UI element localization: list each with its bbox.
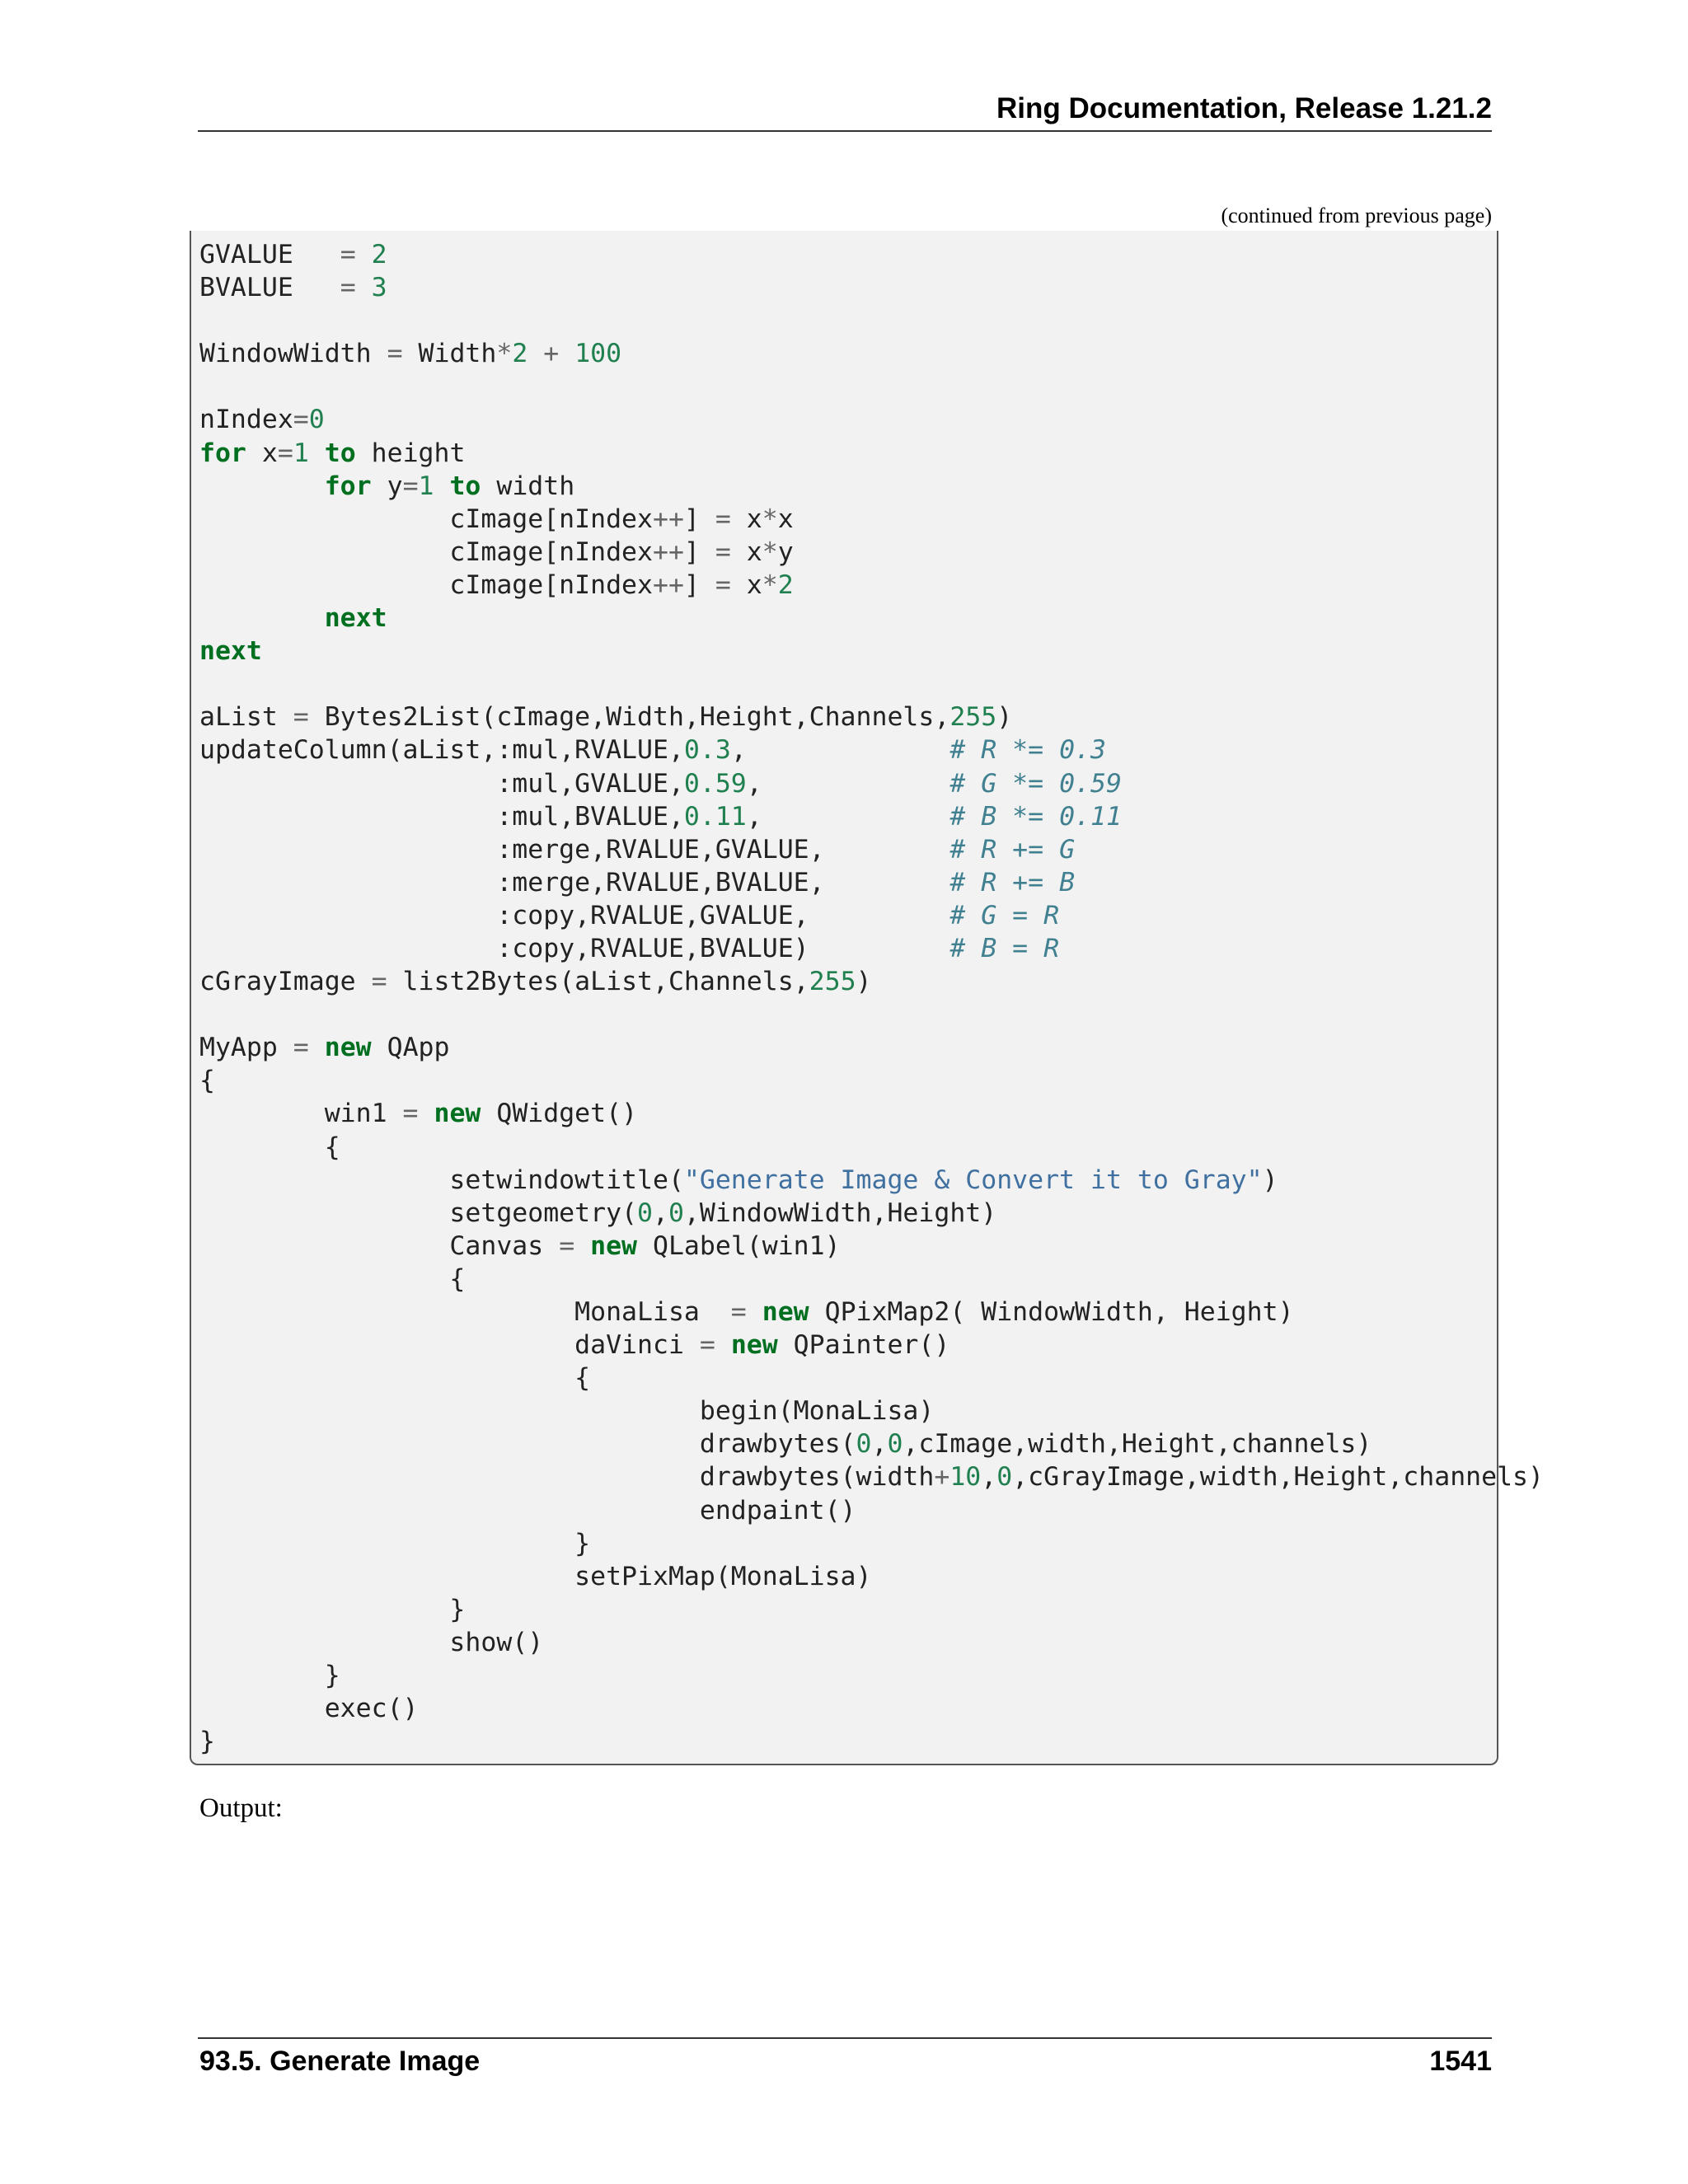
code-token: =: [340, 240, 356, 269]
code-token: =: [387, 339, 403, 369]
code-line: [199, 899, 1544, 932]
code-token: new: [762, 1297, 809, 1327]
code-token: drawbytes(: [199, 1429, 856, 1460]
code-token: endpaint(): [199, 1495, 856, 1526]
code-token: ): [1262, 1165, 1278, 1195]
code-token: =: [371, 967, 387, 997]
code-token: # G *= 0.59: [950, 768, 1122, 799]
code-token: ,: [746, 801, 950, 832]
code-line: [199, 1560, 1544, 1593]
code-line: [199, 1164, 1544, 1197]
code-token: :copy,RVALUE,GVALUE,: [199, 900, 950, 930]
code-token: GVALUE: [199, 240, 340, 269]
code-token: [356, 273, 372, 302]
code-line: [199, 403, 1544, 436]
code-token: ,: [730, 735, 950, 766]
code-token: cImage[nIndex: [199, 569, 653, 600]
code-line: [199, 767, 1544, 800]
code-token: y: [777, 537, 794, 567]
code-token: for: [324, 471, 372, 501]
code-token: to: [324, 438, 356, 468]
code-token: Bytes2List(cImage,Width,Height,Channels,: [308, 702, 950, 733]
code-token: 0.3: [683, 735, 731, 766]
code-token: }: [199, 1528, 591, 1558]
code-token: =: [402, 471, 419, 501]
code-token: =: [293, 1033, 309, 1063]
continued-note: (continued from previous page): [1221, 204, 1492, 227]
code-token: MyApp: [199, 1033, 293, 1063]
code-token: Canvas: [199, 1230, 560, 1261]
footer-rule: [198, 2037, 1492, 2039]
code-token: *: [762, 569, 778, 600]
code-token: 0: [887, 1429, 903, 1460]
code-line: [199, 536, 1544, 569]
code-token: ]: [683, 537, 715, 567]
code-token: 0: [856, 1429, 872, 1460]
output-label: Output:: [199, 1793, 283, 1823]
code-token: :merge,RVALUE,GVALUE,: [199, 834, 950, 865]
code-line: [199, 866, 1544, 899]
code-token: ,cImage,width,Height,channels): [903, 1429, 1372, 1460]
code-line: [199, 1263, 1544, 1296]
code-line: [199, 1064, 1544, 1097]
code-token: 1: [293, 438, 309, 468]
code-token: =: [715, 569, 731, 600]
code-line: [199, 1394, 1544, 1427]
code-token: {: [199, 1263, 466, 1294]
code-token: ,: [981, 1462, 997, 1493]
code-token: }: [199, 1661, 340, 1691]
code-token: ++: [652, 504, 684, 534]
code-token: width: [481, 471, 575, 501]
code-line: [199, 569, 1544, 602]
code-token: setgeometry(: [199, 1197, 638, 1228]
code-token: [528, 339, 543, 368]
code-line: [199, 602, 1544, 635]
code-token: =: [293, 405, 309, 435]
code-token: *: [762, 537, 778, 567]
code-line: [199, 800, 1544, 833]
code-line: [199, 1692, 1544, 1725]
code-token: 0: [637, 1197, 653, 1228]
code-token: 0.11: [683, 801, 747, 832]
code-token: x: [730, 504, 762, 534]
code-line: [199, 965, 1544, 998]
code-token: 2: [777, 569, 794, 600]
code-line: [199, 370, 1544, 403]
code-token: :mul,GVALUE,: [199, 768, 684, 799]
code-token: exec(): [199, 1694, 419, 1724]
code-token: cImage[nIndex: [199, 504, 653, 534]
code-token: new: [434, 1099, 481, 1129]
code-line: [199, 1329, 1544, 1361]
code-token: [419, 1099, 434, 1128]
code-line: [199, 437, 1544, 470]
code-token: ,: [746, 768, 950, 799]
code-token: :mul,BVALUE,: [199, 801, 684, 832]
code-token: ++: [652, 537, 684, 567]
code-token: 10: [950, 1462, 982, 1493]
code-token: 1: [418, 471, 434, 501]
code-line: [199, 1197, 1544, 1230]
code-token: show(): [199, 1627, 544, 1657]
code-token: [747, 1297, 762, 1327]
code-token: 0: [996, 1462, 1013, 1493]
code-line: [199, 304, 1544, 337]
code-token: drawbytes(width: [199, 1462, 935, 1493]
code-token: Width: [402, 339, 497, 369]
code-token: =: [699, 1330, 715, 1361]
code-token: x: [730, 569, 762, 600]
code-token: *: [496, 339, 513, 369]
code-token: QLabel(win1): [637, 1230, 841, 1261]
code-line: [199, 932, 1544, 965]
code-token: 2: [371, 240, 387, 269]
code-token: =: [559, 1230, 575, 1261]
code-token: height: [355, 438, 466, 468]
code-line: [199, 701, 1544, 733]
code-line: [199, 1097, 1544, 1130]
code-line: [199, 1131, 1544, 1164]
code-line: [199, 1361, 1544, 1394]
code-token: [574, 1231, 590, 1261]
code-line: [199, 1460, 1544, 1493]
code-token: setPixMap(MonaLisa): [199, 1561, 872, 1591]
code-token: :merge,RVALUE,BVALUE,: [199, 867, 950, 898]
code-token: +: [543, 339, 560, 369]
code-token: [356, 240, 372, 269]
code-line: [199, 1626, 1544, 1659]
code-token: begin(MonaLisa): [199, 1396, 935, 1427]
code-token: =: [402, 1099, 419, 1129]
code-token: x: [246, 438, 278, 468]
code-token: # B *= 0.11: [950, 801, 1122, 832]
code-token: =: [730, 1297, 747, 1327]
code-token: # R += B: [950, 867, 1076, 898]
code-token: 0: [668, 1197, 684, 1228]
code-line: [199, 1427, 1544, 1460]
code-token: new: [324, 1033, 372, 1063]
code-token: ,: [652, 1197, 668, 1228]
code-token: {: [199, 1363, 591, 1394]
code-token: ]: [683, 569, 715, 600]
code-line: [199, 1494, 1544, 1527]
code-token: 2: [512, 339, 528, 369]
code-token: win1: [199, 1099, 403, 1129]
code-token: QWidget(): [481, 1099, 638, 1129]
code-token: ,cGrayImage,width,Height,channels): [1012, 1462, 1544, 1493]
code-token: ): [856, 967, 872, 997]
code-token: ,WindowWidth,Height): [683, 1197, 997, 1228]
code-token: nIndex: [199, 405, 293, 435]
code-line: [199, 1031, 1544, 1064]
code-token: QApp: [371, 1033, 450, 1063]
code-token: }: [199, 1594, 466, 1624]
header-rule: [198, 130, 1492, 132]
code-token: to: [449, 471, 481, 501]
code-token: updateColumn(aList,:mul,RVALUE,: [199, 735, 684, 766]
code-token: x: [777, 504, 794, 534]
code-token: [715, 1330, 731, 1360]
code-line: [199, 1725, 1544, 1758]
code-token: # R += G: [950, 834, 1076, 865]
code-token: :copy,RVALUE,BVALUE): [199, 933, 950, 963]
code-token: cGrayImage: [199, 967, 372, 997]
code-token: x: [730, 537, 762, 567]
running-header-title: Ring Documentation, Release 1.21.2: [996, 92, 1492, 124]
code-token: next: [324, 603, 387, 634]
code-token: 0: [308, 405, 325, 435]
code-line: [199, 1527, 1544, 1560]
code-token: =: [715, 537, 731, 567]
code-token: setwindowtitle(: [199, 1165, 684, 1195]
code-token: BVALUE: [199, 273, 340, 303]
code-token: aList: [199, 702, 293, 733]
code-token: list2Bytes(aList,Channels,: [387, 967, 809, 997]
code-token: [309, 438, 325, 468]
code-line: [199, 238, 1544, 271]
code-token: y: [371, 471, 403, 501]
code-line: [199, 1593, 1544, 1626]
code-line: [199, 1230, 1544, 1263]
code-token: 0.59: [683, 768, 747, 799]
code-token: *: [762, 504, 778, 534]
code-token: {: [199, 1066, 215, 1096]
code-token: 3: [371, 273, 387, 303]
code-token: WindowWidth: [199, 339, 387, 369]
code-token: +: [934, 1462, 950, 1493]
code-token: ,: [871, 1429, 888, 1460]
code-line: [199, 668, 1544, 701]
code-line: [199, 1296, 1544, 1329]
code-token: QPixMap2( WindowWidth, Height): [809, 1297, 1294, 1327]
code-token: QPainter(): [777, 1330, 950, 1361]
code-token: ): [996, 702, 1013, 733]
code-line: [199, 337, 1544, 370]
code-line: [199, 733, 1544, 766]
code-token: ++: [652, 569, 684, 600]
code-token: for: [199, 438, 246, 468]
code-token: new: [590, 1230, 638, 1261]
code-block: [199, 238, 1544, 1758]
code-token: next: [199, 636, 262, 667]
code-token: MonaLisa: [199, 1297, 731, 1327]
code-line: [199, 271, 1544, 304]
code-token: 100: [574, 339, 622, 369]
code-line: [199, 998, 1544, 1031]
code-line: [199, 503, 1544, 536]
code-token: [559, 339, 574, 368]
code-token: ]: [683, 504, 715, 534]
footer-section-title: 93.5. Generate Image: [199, 2046, 481, 2077]
code-token: 255: [809, 967, 856, 997]
code-token: # G = R: [950, 900, 1060, 930]
code-token: "Generate Image & Convert it to Gray": [683, 1165, 1263, 1195]
code-token: [434, 471, 450, 501]
code-token: {: [199, 1132, 340, 1162]
code-token: [199, 603, 325, 633]
code-token: # R *= 0.3: [950, 735, 1106, 766]
code-token: # B = R: [950, 933, 1060, 963]
code-token: [199, 471, 325, 501]
code-token: =: [715, 504, 731, 534]
code-line: [199, 635, 1544, 668]
code-token: =: [293, 702, 309, 733]
code-line: [199, 1659, 1544, 1692]
code-token: new: [730, 1330, 778, 1361]
code-token: =: [340, 273, 356, 303]
code-token: daVinci: [199, 1330, 700, 1361]
code-token: }: [199, 1727, 215, 1757]
code-line: [199, 470, 1544, 503]
footer-page-number: 1541: [1429, 2046, 1492, 2077]
code-token: cImage[nIndex: [199, 537, 653, 567]
code-token: 255: [950, 702, 997, 733]
code-token: =: [277, 438, 293, 468]
code-token: [309, 1033, 325, 1062]
code-line: [199, 833, 1544, 866]
